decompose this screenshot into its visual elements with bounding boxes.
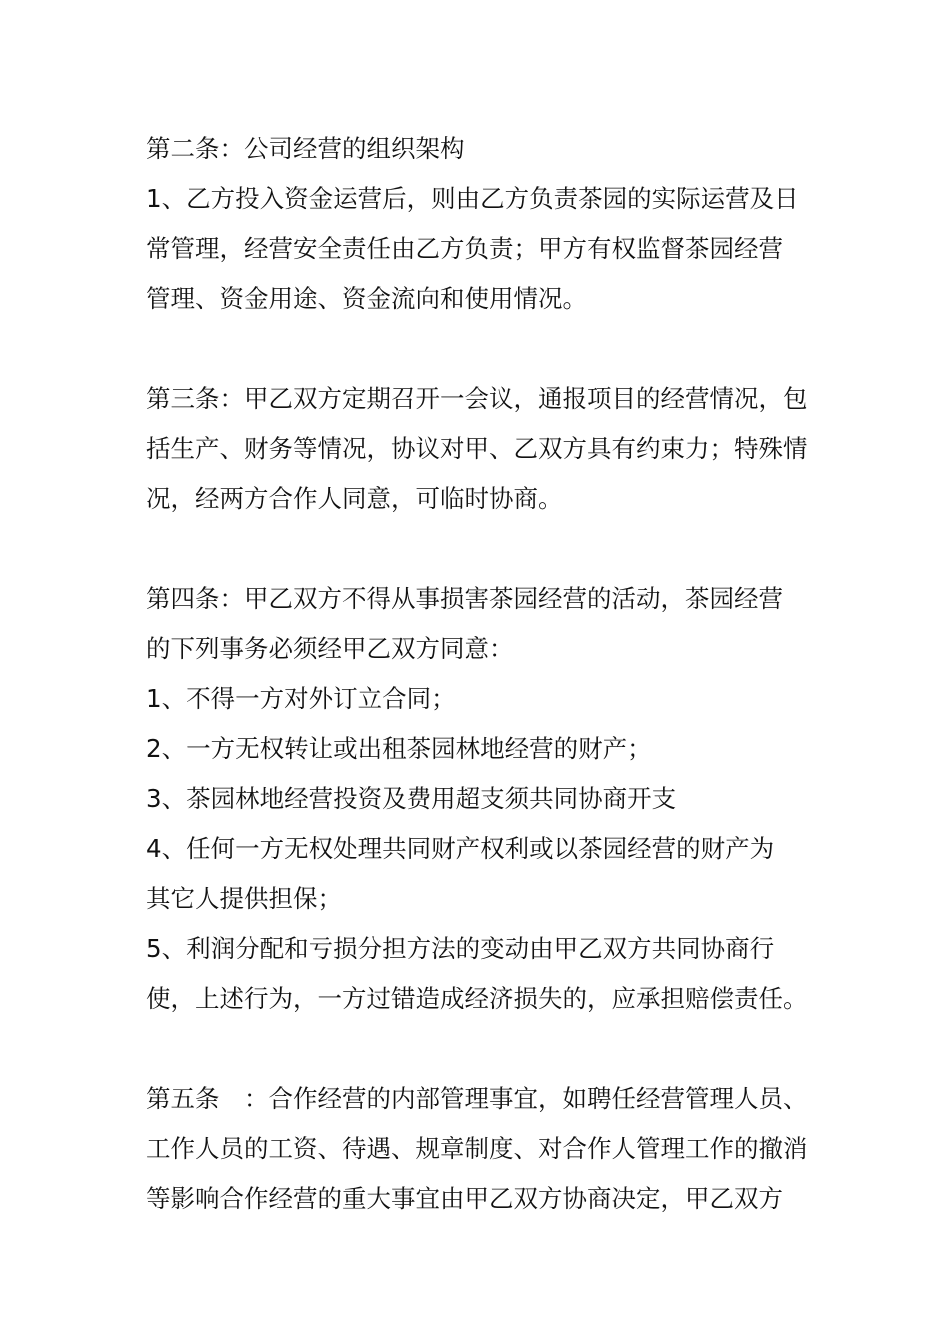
article-4-line: 的下列事务必须经甲乙双方同意： bbox=[146, 634, 514, 663]
article-5 bbox=[146, 1074, 816, 1224]
article-4 bbox=[146, 574, 816, 1024]
article-4-item: 4、任何一方无权处理共同财产权利或以茶园经营的财产为 bbox=[146, 834, 775, 863]
article-5-line: 第五条 ：合作经营的内部管理事宜，如聘任经营管理人员、 bbox=[146, 1084, 808, 1113]
article-2-line: 1、乙方投入资金运营后，则由乙方负责茶园的实际运营及日 bbox=[146, 184, 799, 213]
article-5-line: 等影响合作经营的重大事宜由甲乙双方协商决定，甲乙双方 bbox=[146, 1184, 783, 1213]
article-4-item: 3、茶园林地经营投资及费用超支须共同协商开支 bbox=[146, 784, 677, 813]
article-3-line: 况，经两方合作人同意，可临时协商。 bbox=[146, 484, 563, 513]
paragraph-spacer bbox=[146, 524, 816, 574]
article-4-line: 第四条：甲乙双方不得从事损害茶园经营的活动，茶园经营 bbox=[146, 584, 783, 613]
article-4-item: 5、利润分配和亏损分担方法的变动由甲乙双方共同协商行 bbox=[146, 934, 775, 963]
article-2 bbox=[146, 124, 816, 324]
article-4-item: 其它人提供担保； bbox=[146, 884, 342, 913]
document-body bbox=[146, 124, 816, 1224]
article-3 bbox=[146, 374, 816, 524]
article-2-heading: 第二条：公司经营的组织架构 bbox=[146, 134, 465, 163]
article-2-line: 常管理，经营安全责任由乙方负责；甲方有权监督茶园经营 bbox=[146, 234, 783, 263]
article-5-line: 工作人员的工资、待遇、规章制度、对合作人管理工作的撤消 bbox=[146, 1134, 808, 1163]
article-3-line: 第三条：甲乙双方定期召开一会议，通报项目的经营情况，包 bbox=[146, 384, 808, 413]
paragraph-spacer bbox=[146, 1024, 816, 1074]
article-4-item: 使，上述行为，一方过错造成经济损失的，应承担赔偿责任。 bbox=[146, 984, 808, 1013]
article-4-item: 1、不得一方对外订立合同； bbox=[146, 684, 456, 713]
article-3-line: 括生产、财务等情况，协议对甲、乙双方具有约束力；特殊情 bbox=[146, 434, 808, 463]
paragraph-spacer bbox=[146, 324, 816, 374]
article-2-line: 管理、资金用途、资金流向和使用情况。 bbox=[146, 284, 587, 313]
article-4-item: 2、一方无权转让或出租茶园林地经营的财产； bbox=[146, 734, 652, 763]
